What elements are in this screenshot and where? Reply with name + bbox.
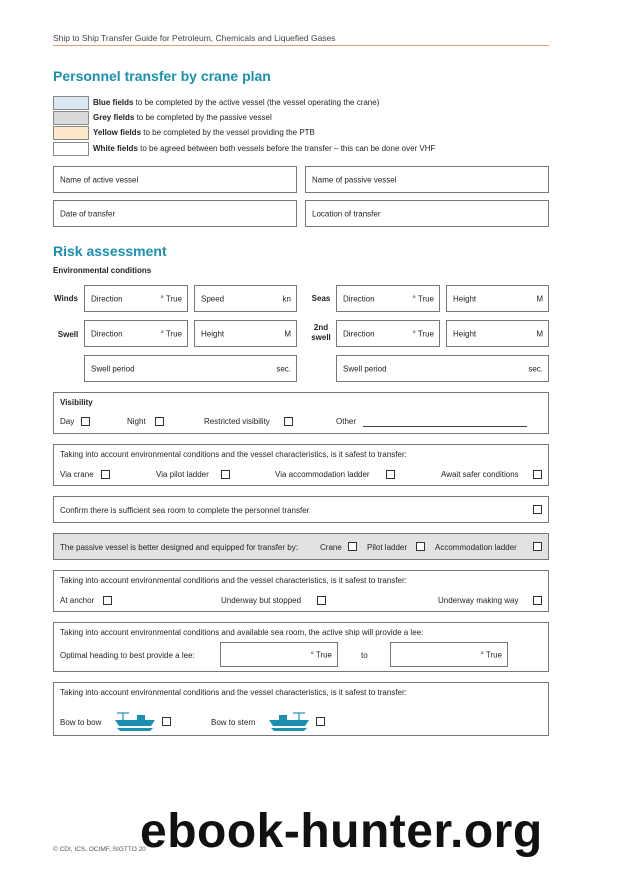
wind-direction-field[interactable] [84,285,188,312]
visibility-day-label: Day [60,417,75,426]
transfer-orientation-question: Taking into account environmental conditions and the vessel characteristics, is it safest to transfer: [60,688,407,697]
visibility-restricted-checkbox[interactable] [284,417,293,426]
via-pilot-ladder-checkbox[interactable] [221,470,230,479]
passive-crane-label: Crane [320,543,342,552]
legend-grey-text: to be completed by the passive vessel [134,113,272,122]
at-anchor-checkbox[interactable] [103,596,112,605]
transfer-location-label: Location of transfer [312,209,381,218]
via-accommodation-ladder-label: Via accommodation ladder [275,470,370,479]
bow-to-bow-label: Bow to bow [60,718,102,727]
via-pilot-ladder-label: Via pilot ladder [156,470,209,479]
swatch-grey [53,111,89,125]
wind-direction-label: Direction [91,294,123,303]
visibility-restricted-label: Restricted visibility [204,417,270,426]
second-swell-direction-label: Direction [343,329,375,338]
sea-room-checkbox[interactable] [533,505,542,514]
optimal-heading-label: Optimal heading to best provide a lee: [60,651,195,660]
transfer-method-box [53,444,549,486]
passive-vessel-name-field[interactable] [305,166,549,193]
swell-direction-label: Direction [91,329,123,338]
swell-period-unit: sec. [276,364,291,373]
legend-blue-bold: Blue fields [93,98,134,107]
risk-assessment-title: Risk assessment [53,243,167,259]
visibility-day-checkbox[interactable] [81,417,90,426]
bow-to-bow-checkbox[interactable] [162,717,171,726]
lee-question: Taking into account environmental conditions and available sea room, the active ship will provide a lee: [60,628,424,637]
passive-pilot-ladder-checkbox[interactable] [416,542,425,551]
underway-stopped-checkbox[interactable] [317,596,326,605]
underway-making-way-label: Underway making way [438,596,519,605]
at-anchor-label: At anchor [60,596,95,605]
swell-height-unit: M [284,329,291,338]
seas-height-unit: M [536,294,543,303]
wind-speed-unit: kn [282,294,291,303]
swell-height-label: Height [201,329,225,338]
second-swell-label: 2nd swell [311,323,331,342]
header-rule [53,45,549,46]
second-swell-direction-unit: ° True [412,329,434,338]
transfer-date-label: Date of transfer [60,209,116,218]
seas-label: Seas [311,294,331,303]
swell-direction-field[interactable] [84,320,188,347]
transfer-status-box [53,570,549,612]
second-swell-height-field[interactable] [446,320,549,347]
bow-to-stern-label: Bow to stern [211,718,256,727]
seas-height-field[interactable] [446,285,549,312]
visibility-title: Visibility [60,398,93,407]
active-vessel-label: Name of active vessel [60,175,139,184]
passive-accommodation-ladder-checkbox[interactable] [533,542,542,551]
second-swell-direction-field[interactable] [336,320,440,347]
legend-blue-text: to be completed by the active vessel (the vessel operating the crane) [133,98,380,107]
swell-label: Swell [57,330,79,339]
seas-height-label: Height [453,294,477,303]
environmental-conditions-title: Environmental conditions [53,266,152,275]
watermark: ebook-hunter.org [140,805,543,858]
swell-period-field[interactable] [84,355,297,382]
await-safer-conditions-label: Await safer conditions [441,470,519,479]
transfer-orientation-box [53,682,549,736]
passive-vessel-equipment-box [53,533,549,560]
wind-direction-unit: ° True [160,294,182,303]
heading-to-label: to [361,651,368,660]
bow-to-bow-ship-icon [113,708,157,732]
legend-blue [53,95,549,110]
visibility-night-label: Night [127,417,146,426]
second-swell-period-unit: sec. [528,364,543,373]
passive-vessel-label: Name of passive vessel [312,175,397,184]
legend-yellow-bold: Yellow fields [93,128,142,137]
swatch-blue [53,96,89,110]
passive-crane-checkbox[interactable] [348,542,357,551]
wind-speed-label: Speed [201,294,225,303]
passive-vessel-equipment-text: The passive vessel is better designed and equipped for transfer by: [60,543,298,552]
visibility-night-checkbox[interactable] [155,417,164,426]
running-header: Ship to Ship Transfer Guide for Petroleum, Chemicals and Liquefied Gases [53,33,336,43]
sea-room-text: Confirm there is sufficient sea room to complete the personnel transfer [60,506,310,515]
bow-to-stern-ship-icon [267,708,311,732]
legend-yellow-text: to be completed by the vessel providing the PTB [141,128,315,137]
page-title: Personnel transfer by crane plan [53,68,271,84]
active-vessel-name-field[interactable] [53,166,297,193]
wind-speed-field[interactable] [194,285,297,312]
seas-direction-field[interactable] [336,285,440,312]
legend-yellow [53,125,549,140]
sea-room-box [53,496,549,523]
legend-white-bold: White fields [93,144,138,153]
via-crane-checkbox[interactable] [101,470,110,479]
legend-white [53,141,549,156]
await-safer-conditions-checkbox[interactable] [533,470,542,479]
transfer-method-question: Taking into account environmental conditions and the vessel characteristics, is it safest to transfer: [60,450,407,459]
underway-making-way-checkbox[interactable] [533,596,542,605]
heading-to-field[interactable] [390,642,508,667]
transfer-date-field[interactable] [53,200,297,227]
swell-direction-unit: ° True [160,329,182,338]
swell-height-field[interactable] [194,320,297,347]
visibility-other-line[interactable] [363,426,527,427]
visibility-box [53,392,549,434]
legend-grey [53,110,549,125]
bow-to-stern-checkbox[interactable] [316,717,325,726]
transfer-location-field[interactable] [305,200,549,227]
heading-from-field[interactable] [220,642,338,667]
via-crane-label: Via crane [60,470,94,479]
swatch-yellow [53,126,89,140]
via-accommodation-ladder-checkbox[interactable] [386,470,395,479]
legend-grey-bold: Grey fields [93,113,135,122]
visibility-other-label: Other [336,417,357,426]
passive-pilot-ladder-label: Pilot ladder [367,543,408,552]
second-swell-height-unit: M [536,329,543,338]
heading-to-unit: ° True [480,650,502,659]
legend-white-text: to be agreed between both vessels before the transfer – this can be done over VHF [137,144,436,153]
lee-box [53,622,549,672]
copyright-footer: © CDI, ICS, OCIMF, SIGTTO 20 [53,846,146,853]
heading-from-unit: ° True [310,650,332,659]
passive-accommodation-ladder-label: Accommodation ladder [435,543,517,552]
transfer-status-question: Taking into account environmental conditions and the vessel characteristics, is it safest to transfer: [60,576,407,585]
second-swell-height-label: Height [453,329,477,338]
underway-stopped-label: Underway but stopped [221,596,302,605]
second-swell-period-field[interactable] [336,355,549,382]
swatch-white [53,142,89,156]
swell-period-label: Swell period [91,364,135,373]
seas-direction-label: Direction [343,294,375,303]
winds-label: Winds [54,294,78,303]
seas-direction-unit: ° True [412,294,434,303]
second-swell-period-label: Swell period [343,364,387,373]
